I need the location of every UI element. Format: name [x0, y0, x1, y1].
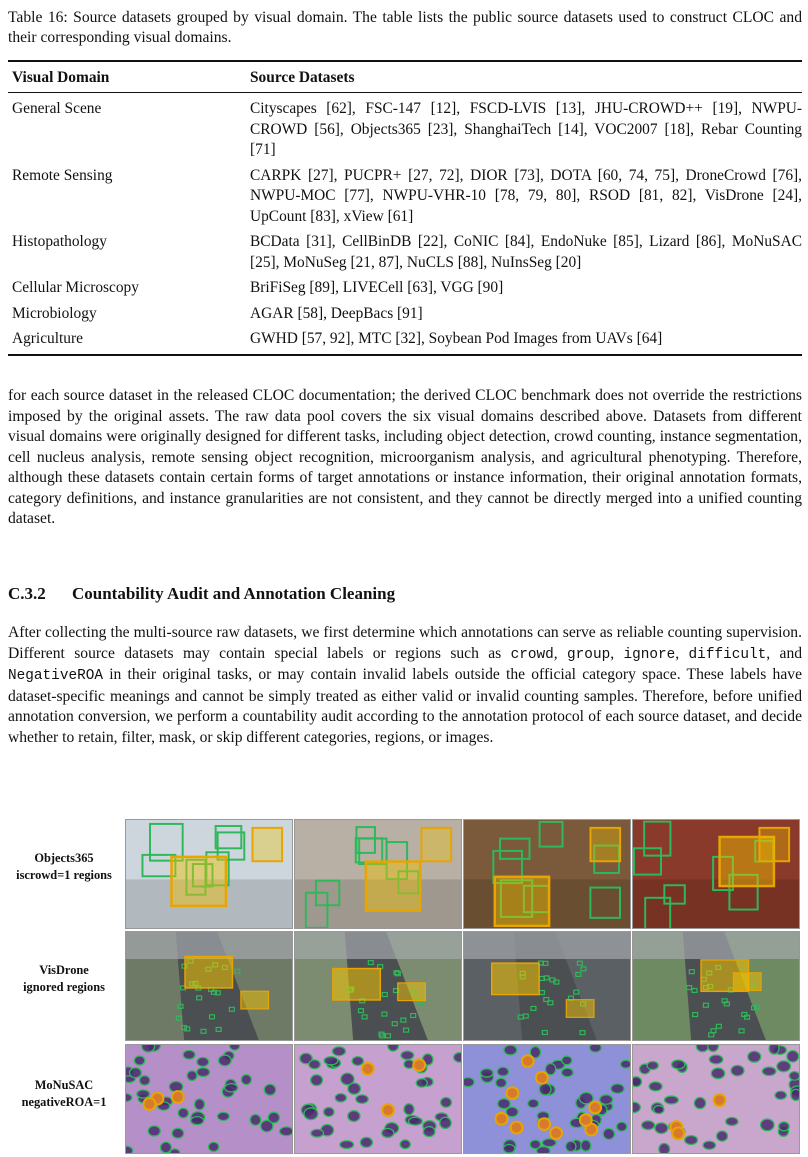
para-text: , — [553, 644, 568, 662]
para-text: in their original tasks, or may contain invalid labels outside the official category space. These labels have dataset-specific meanings and cannot be simply treated as either valid or invalid counting samples. Therefore, before unified annotation conversion, we perform a countability audit according to the annotation protocol of each source dataset, and decide whether to retain, filter, mask, or skip different categories, regions, or images. — [8, 666, 802, 746]
row-domain: General Scene — [12, 100, 102, 118]
body-paragraph-1: for each source dataset in the released CLOC documentation; the derived CLOC benchmark does not override the restrictions imposed by the original assets. The raw data pool covers the six visual domains described above. Datasets from different visual domains were originally designed for different tasks, including object detection, crowd counting, instance segmentation, cell nucleus analysis, remote sensing object recognition, microorganism analysis, and agricultural phenotyping. Therefore, although these datasets contain certain forms of target annotations or instance information, their original annotation formats, category definitions, and instance granularities are not consistent, and they cannot be directly merged into a unified counting dataset. — [8, 387, 802, 527]
figure-row-label — [8, 1077, 120, 1111]
row-datasets: BCData [31], CellBinDB [22], CoNIC [84], EndoNuke [85], Lizard [86], MoNuSAC [25], MoNuSeg [21, 87], NuCLS [88], NuInsSeg [20] — [250, 233, 802, 271]
table-bottom-rule — [8, 354, 802, 356]
figure-thumbnail — [632, 819, 800, 929]
figure-thumbnail — [294, 1044, 462, 1154]
section-title: Countability Audit and Annotation Cleaning — [72, 584, 396, 603]
table-row — [8, 301, 802, 327]
row-label-line2: ignored regions — [23, 980, 105, 994]
row-label-line2: iscrowd=1 regions — [16, 868, 112, 882]
row-datasets: GWHD [57, 92], MTC [32], Soybean Pod Images from UAVs [64] — [250, 330, 663, 348]
row-domain: Histopathology — [12, 233, 107, 251]
row-label-line2: negativeROA=1 — [21, 1095, 107, 1109]
header-visual-domain: Visual Domain — [12, 68, 110, 86]
row-label-line1: MoNuSAC — [34, 1078, 94, 1092]
code-ignore: ignore — [623, 646, 676, 663]
datasets-table — [8, 60, 802, 356]
section-heading — [8, 584, 395, 604]
table-row — [8, 326, 802, 354]
header-source-datasets: Source Datasets — [250, 68, 355, 86]
row-datasets: CARPK [27], PUCPR+ [27, 72], DIOR [73], DOTA [60, 74, 75], DroneCrowd [76], NWPU-MOC [77], NWPU-VHR-10 [78, 79, 80], RSOD [81, 82], VisDrone [24], UpCount [83], xView [61] — [250, 166, 802, 225]
figure-thumbnail — [125, 819, 293, 929]
para-text: After collecting the multi-source raw datasets, we first determine which annotations can serve as reliable counting supervision. Different source datasets may contain special labels or regions such as — [8, 624, 802, 662]
table-row — [8, 275, 802, 301]
figure-thumbnail — [463, 819, 631, 929]
code-difficult: difficult — [688, 646, 767, 663]
figure-thumbnail — [125, 1044, 293, 1154]
code-negativeroa: NegativeROA — [8, 668, 103, 684]
table-row — [8, 229, 802, 275]
figure-thumbnail — [125, 931, 293, 1041]
row-label-line1: Objects365 — [34, 851, 94, 865]
figure-thumbnail — [463, 1044, 631, 1154]
row-domain: Microbiology — [12, 304, 97, 322]
code-group: group — [567, 646, 611, 663]
row-domain: Remote Sensing — [12, 166, 113, 184]
row-datasets: Cityscapes [62], FSC-147 [12], FSCD-LVIS [13], JHU-CROWD++ [19], NWPU-CROWD [56], Objects365 [23], ShanghaiTech [14], VOC2007 [18], Rebar Counting [71] — [250, 100, 802, 159]
row-datasets: AGAR [58], DeepBacs [91] — [250, 304, 423, 322]
figure-row-label — [8, 850, 120, 884]
section-number: C.3.2 — [8, 584, 46, 603]
body-paragraph-2 — [8, 623, 802, 748]
figure-thumbnail — [632, 931, 800, 1041]
code-crowd: crowd — [510, 646, 554, 663]
figure-thumbnail — [294, 931, 462, 1041]
table-caption: Table 16: Source datasets grouped by visual domain. The table lists the public source datasets used to construct CLOC and their corresponding visual domains. — [8, 9, 802, 46]
row-domain: Cellular Microscopy — [12, 279, 139, 297]
row-domain: Agriculture — [12, 330, 83, 348]
figure-thumbnail — [294, 819, 462, 929]
row-datasets: BriFiSeg [89], LIVECell [63], VGG [90] — [250, 279, 504, 297]
table-row — [8, 96, 802, 163]
para-text: , and — [766, 644, 803, 662]
figure-thumbnail — [632, 1044, 800, 1154]
table-header — [8, 62, 802, 92]
figure-thumbnail — [463, 931, 631, 1041]
para-text: , — [675, 644, 689, 662]
table-row — [8, 163, 802, 230]
figure-row-label — [8, 962, 120, 996]
row-label-line1: VisDrone — [39, 963, 89, 977]
para-text: , — [610, 644, 624, 662]
